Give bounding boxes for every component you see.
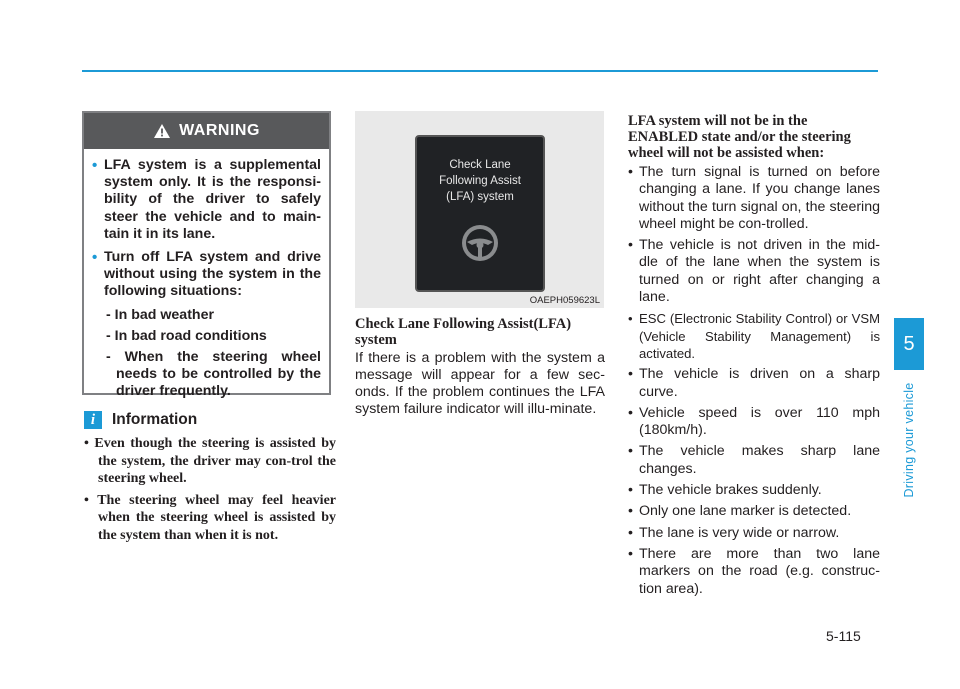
warning-box — [82, 111, 331, 400]
list-item — [628, 443, 880, 478]
list-item-text: ESC (Electronic Stability Control) or VSM (Vehicle Stability Management) is activated. — [639, 311, 880, 361]
warning-subitem: - When the steering wheel needs to be controlled by the driver frequently. — [106, 349, 321, 400]
list-item — [628, 310, 880, 362]
warning-triangle-icon — [153, 123, 171, 139]
bullet: • — [628, 404, 633, 421]
information-list — [84, 435, 336, 548]
section-heading: Check Lane Following Assist(LFA) system — [355, 316, 572, 348]
list-item-text: Only one lane marker is detected. — [639, 503, 852, 520]
cluster-figure — [355, 111, 604, 308]
condition-list — [628, 164, 880, 602]
cluster-message-line: Check Lane — [449, 159, 511, 171]
list-item — [628, 503, 880, 520]
cluster-message — [417, 157, 543, 205]
chapter-tab: 5 — [894, 318, 924, 370]
section-heading: LFA system will not be in the ENABLED state and/or the steering wheel will not be assisted when: — [628, 113, 851, 161]
list-item-text: The vehicle is not driven in the mid-dle of the lane when the system is turned on or right after changing a lane. — [639, 237, 880, 306]
list-item-text: The vehicle brakes suddenly. — [639, 482, 822, 499]
list-item — [628, 366, 880, 401]
warning-title: WARNING — [179, 122, 260, 139]
cluster-display — [415, 135, 545, 292]
warning-header — [84, 113, 329, 149]
list-item — [628, 237, 880, 306]
bullet: • — [628, 482, 633, 499]
list-item-text: The vehicle makes sharp lane changes. — [639, 443, 880, 477]
bullet: • — [628, 237, 633, 254]
bullet: • — [628, 524, 633, 541]
cluster-message-line: (LFA) system — [446, 191, 514, 203]
list-item-text: Vehicle speed is over 110 mph (180km/h). — [639, 404, 880, 439]
cluster-message-line: Following Assist — [439, 175, 521, 187]
figure-code: OAEPH059623L — [529, 295, 600, 306]
bullet: • — [628, 164, 633, 180]
section-paragraph: If there is a problem with the system a message will appear for a few sec-onds. If the problem continues the LFA system failure indicator will illu-minate. — [355, 350, 605, 417]
warning-subitem: - In bad road conditions — [106, 327, 267, 344]
list-item — [628, 405, 880, 440]
bullet: • — [628, 443, 633, 460]
list-item — [628, 164, 880, 233]
bullet: • — [628, 311, 633, 327]
list-item — [628, 546, 880, 598]
information-item: • The steering wheel may feel heavier when the steering wheel is assisted by the system than when it is not. — [84, 492, 336, 543]
warning-bullet: • Turn off LFA system and drive without using the system in the following situations: — [94, 249, 321, 301]
info-icon: i — [84, 411, 102, 429]
information-item: • Even though the steering is assisted by the system, the driver may con-trol the steering wheel. — [84, 436, 336, 486]
top-rule — [82, 70, 878, 72]
warning-bullet: • LFA system is a supplemental system only. It is the responsi-bility of the driver to safely steer the vehicle and to main-tain it in its lane. — [94, 157, 321, 243]
list-item-text: The turn signal is turned on before changing a lane. If you change lanes without the turn signal on, the steering wheel might be con-trolled. — [639, 164, 880, 232]
steering-wheel-icon — [460, 223, 500, 263]
list-item-text: There are more than two lane markers on the road (e.g. construc-tion area). — [639, 545, 880, 597]
chapter-label: Driving your vehicle — [902, 382, 916, 498]
warning-subitem: - In bad weather — [106, 306, 214, 323]
information-header — [84, 411, 197, 429]
list-item-text: The vehicle is driven on a sharp curve. — [639, 366, 880, 400]
information-title: Information — [112, 411, 198, 428]
warning-body — [84, 149, 329, 401]
bullet: • — [628, 545, 633, 562]
list-item — [628, 525, 880, 542]
bullet: • — [628, 503, 633, 520]
page-number: 5-115 — [826, 628, 861, 644]
list-item-text: The lane is very wide or narrow. — [639, 524, 840, 541]
bullet: • — [628, 366, 633, 383]
list-item — [628, 482, 880, 499]
